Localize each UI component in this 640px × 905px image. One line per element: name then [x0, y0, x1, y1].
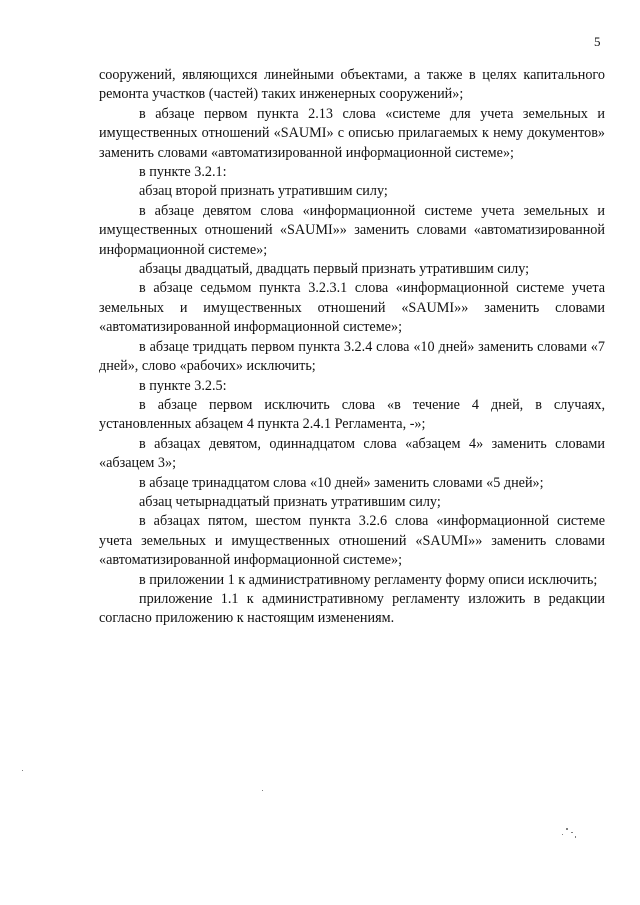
paragraph: в абзаце девятом слова «информационной системе учета земельных и имущественных отношений «SAUMI»» заменить словами «автоматизированной информационной системе»; — [99, 202, 605, 258]
paragraph: абзац второй признать утратившим силу; — [139, 183, 388, 200]
paragraph: в пункте 3.2.1: — [139, 164, 227, 181]
paragraph: в абзаце первом пункта 2.13 слова «системе для учета земельных и имущественных отношений «SAUMI» с описью прилагаемых к нему документов» заменить словами «автоматизированной информационной системе»; — [99, 105, 605, 161]
scan-speck — [262, 790, 263, 791]
scan-speck — [575, 836, 576, 838]
paragraph: в абзаце седьмом пункта 3.2.3.1 слова «информационной системе учета земельных и имущественных отношений «SAUMI»» заменить словами «автоматизированной информационной системе»; — [99, 280, 605, 336]
paragraph: в абзацах девятом, одиннадцатом слова «абзацем 4» заменить словами «абзацем 3»; — [99, 435, 605, 472]
document-body — [99, 66, 605, 629]
page-number: 5 — [594, 34, 601, 49]
paragraph: абзац четырнадцатый признать утратившим силу; — [139, 493, 441, 510]
paragraph: в пункте 3.2.5: — [139, 377, 227, 394]
paragraph: в абзаце первом исключить слова «в течение 4 дней, в случаях, установленных абзацем 4 пункта 2.4.1 Регламента, -»; — [99, 396, 605, 433]
paragraph: приложение 1.1 к административному регламенту изложить в редакции согласно приложению к настоящим изменениям. — [99, 590, 605, 627]
paragraph-continuation: сооружений, являющихся линейными объектами, а также в целях капитального ремонта участков (частей) таких инженерных сооружений»; — [99, 67, 605, 103]
scan-speck — [566, 828, 568, 830]
paragraph: в абзаце тридцать первом пункта 3.2.4 слова «10 дней» заменить словами «7 дней», слово «рабочих» исключить; — [99, 338, 605, 375]
scan-speck — [22, 770, 23, 771]
paragraph: в абзаце тринадцатом слова «10 дней» заменить словами «5 дней»; — [139, 474, 544, 491]
paragraph: абзацы двадцатый, двадцать первый признать утратившим силу; — [139, 261, 530, 278]
paragraph: в абзацах пятом, шестом пункта 3.2.6 слова «информационной системе учета земельных и имущественных отношений «SAUMI»» заменить словами «автоматизированной информационной системе»; — [99, 513, 605, 569]
scan-speck — [571, 832, 573, 833]
paragraph: в приложении 1 к административному регламенту форму описи исключить; — [139, 571, 598, 588]
scan-speck — [562, 834, 563, 835]
